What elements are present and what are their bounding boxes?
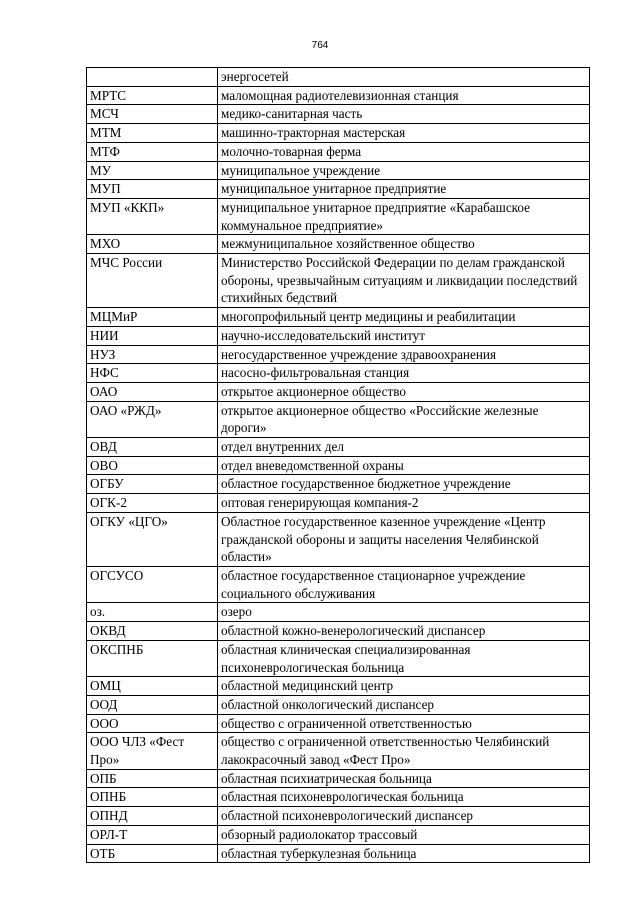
table-row <box>87 733 590 769</box>
meaning-cell: областная психоневрологическая больница <box>218 788 590 807</box>
abbreviation-cell: ОГСУСО <box>87 566 218 602</box>
abbreviation-cell: ОКСПНБ <box>87 640 218 676</box>
meaning-cell: областная психиатрическая больница <box>218 769 590 788</box>
table-row <box>87 124 590 143</box>
meaning-cell: энергосетей <box>218 68 590 87</box>
table-row <box>87 86 590 105</box>
abbreviation-cell: ООО <box>87 714 218 733</box>
abbreviation-cell: МУ <box>87 161 218 180</box>
abbreviation-cell: ОРЛ-Т <box>87 825 218 844</box>
meaning-cell: областной медицинский центр <box>218 677 590 696</box>
meaning-cell: муниципальное унитарное предприятие <box>218 180 590 199</box>
table-row <box>87 714 590 733</box>
table-row <box>87 695 590 714</box>
abbreviation-cell: ОГБУ <box>87 475 218 494</box>
table-row <box>87 844 590 863</box>
table-row <box>87 825 590 844</box>
abbreviation-cell: МХО <box>87 235 218 254</box>
abbreviation-cell: ОПБ <box>87 769 218 788</box>
meaning-cell: молочно-товарная ферма <box>218 142 590 161</box>
abbreviation-cell: ОПНД <box>87 807 218 826</box>
table-row <box>87 475 590 494</box>
table-row <box>87 180 590 199</box>
table-row <box>87 603 590 622</box>
abbreviation-cell: НУЗ <box>87 345 218 364</box>
abbreviations-table-body <box>87 68 590 863</box>
table-row <box>87 456 590 475</box>
meaning-cell: областное государственное стационарное учреждение социального обслуживания <box>218 566 590 602</box>
meaning-cell: областной онкологический диспансер <box>218 695 590 714</box>
abbreviation-cell: НФС <box>87 364 218 383</box>
meaning-cell: областной кожно-венерологический диспансер <box>218 622 590 641</box>
table-row <box>87 326 590 345</box>
table-row <box>87 308 590 327</box>
meaning-cell: научно-исследовательский институт <box>218 326 590 345</box>
table-row <box>87 198 590 234</box>
table-row <box>87 807 590 826</box>
table-row <box>87 161 590 180</box>
abbreviation-cell <box>87 68 218 87</box>
abbreviation-cell: ООО ЧЛЗ «Фест Про» <box>87 733 218 769</box>
table-row <box>87 622 590 641</box>
table-row <box>87 364 590 383</box>
abbreviation-cell: МСЧ <box>87 105 218 124</box>
meaning-cell: многопрофильный центр медицины и реабилитации <box>218 308 590 327</box>
abbreviation-cell: ОВО <box>87 456 218 475</box>
meaning-cell: открытое акционерное общество <box>218 382 590 401</box>
table-row <box>87 142 590 161</box>
meaning-cell: общество с ограниченной ответственностью Челябинский лакокрасочный завод «Фест Про» <box>218 733 590 769</box>
meaning-cell: оптовая генерирующая компания-2 <box>218 494 590 513</box>
table-row <box>87 769 590 788</box>
abbreviation-cell: НИИ <box>87 326 218 345</box>
abbreviation-cell: МУП «ККП» <box>87 198 218 234</box>
table-row <box>87 345 590 364</box>
meaning-cell: негосударственное учреждение здравоохранения <box>218 345 590 364</box>
meaning-cell: областное государственное бюджетное учреждение <box>218 475 590 494</box>
abbreviation-cell: МЧС России <box>87 254 218 308</box>
abbreviation-cell: ОАО <box>87 382 218 401</box>
meaning-cell: машинно-тракторная мастерская <box>218 124 590 143</box>
meaning-cell: муниципальное учреждение <box>218 161 590 180</box>
meaning-cell: открытое акционерное общество «Российские железные дороги» <box>218 401 590 437</box>
meaning-cell: общество с ограниченной ответственностью <box>218 714 590 733</box>
abbreviation-cell: МЦМиР <box>87 308 218 327</box>
abbreviation-cell: ОПНБ <box>87 788 218 807</box>
abbreviation-cell: МУП <box>87 180 218 199</box>
table-row <box>87 566 590 602</box>
abbreviation-cell: ОГКУ «ЦГО» <box>87 512 218 566</box>
table-row <box>87 494 590 513</box>
table-row <box>87 235 590 254</box>
meaning-cell: Областное государственное казенное учреждение «Центр гражданской обороны и защиты населения Челябинской области» <box>218 512 590 566</box>
abbreviation-cell: ОГК-2 <box>87 494 218 513</box>
meaning-cell: Министерство Российской Федерации по делам гражданской обороны, чрезвычайным ситуациям и ликвидации последствий стихийных бедствий <box>218 254 590 308</box>
abbreviation-cell: МТМ <box>87 124 218 143</box>
meaning-cell: отдел внутренних дел <box>218 438 590 457</box>
abbreviation-cell: МТФ <box>87 142 218 161</box>
table-row <box>87 512 590 566</box>
abbreviation-cell: ОКВД <box>87 622 218 641</box>
meaning-cell: обзорный радиолокатор трассовый <box>218 825 590 844</box>
table-row <box>87 640 590 676</box>
table-row <box>87 382 590 401</box>
abbreviation-cell: ООД <box>87 695 218 714</box>
table-row <box>87 438 590 457</box>
abbreviation-cell: оз. <box>87 603 218 622</box>
table-row <box>87 788 590 807</box>
abbreviation-cell: ОВД <box>87 438 218 457</box>
table-row <box>87 105 590 124</box>
meaning-cell: маломощная радиотелевизионная станция <box>218 86 590 105</box>
abbreviation-cell: ОМЦ <box>87 677 218 696</box>
meaning-cell: межмуниципальное хозяйственное общество <box>218 235 590 254</box>
table-row <box>87 68 590 87</box>
meaning-cell: муниципальное унитарное предприятие «Карабашское коммунальное предприятие» <box>218 198 590 234</box>
abbreviation-cell: МРТС <box>87 86 218 105</box>
abbreviation-cell: ОТБ <box>87 844 218 863</box>
table-row <box>87 254 590 308</box>
meaning-cell: областной психоневрологический диспансер <box>218 807 590 826</box>
abbreviation-cell: ОАО «РЖД» <box>87 401 218 437</box>
page-number: 764 <box>311 40 329 51</box>
meaning-cell: насосно-фильтровальная станция <box>218 364 590 383</box>
meaning-cell: озеро <box>218 603 590 622</box>
meaning-cell: областная клиническая специализированная психоневрологическая больница <box>218 640 590 676</box>
table-row <box>87 677 590 696</box>
abbreviations-table <box>86 67 590 863</box>
meaning-cell: областная туберкулезная больница <box>218 844 590 863</box>
meaning-cell: медико-санитарная часть <box>218 105 590 124</box>
table-row <box>87 401 590 437</box>
meaning-cell: отдел вневедомственной охраны <box>218 456 590 475</box>
